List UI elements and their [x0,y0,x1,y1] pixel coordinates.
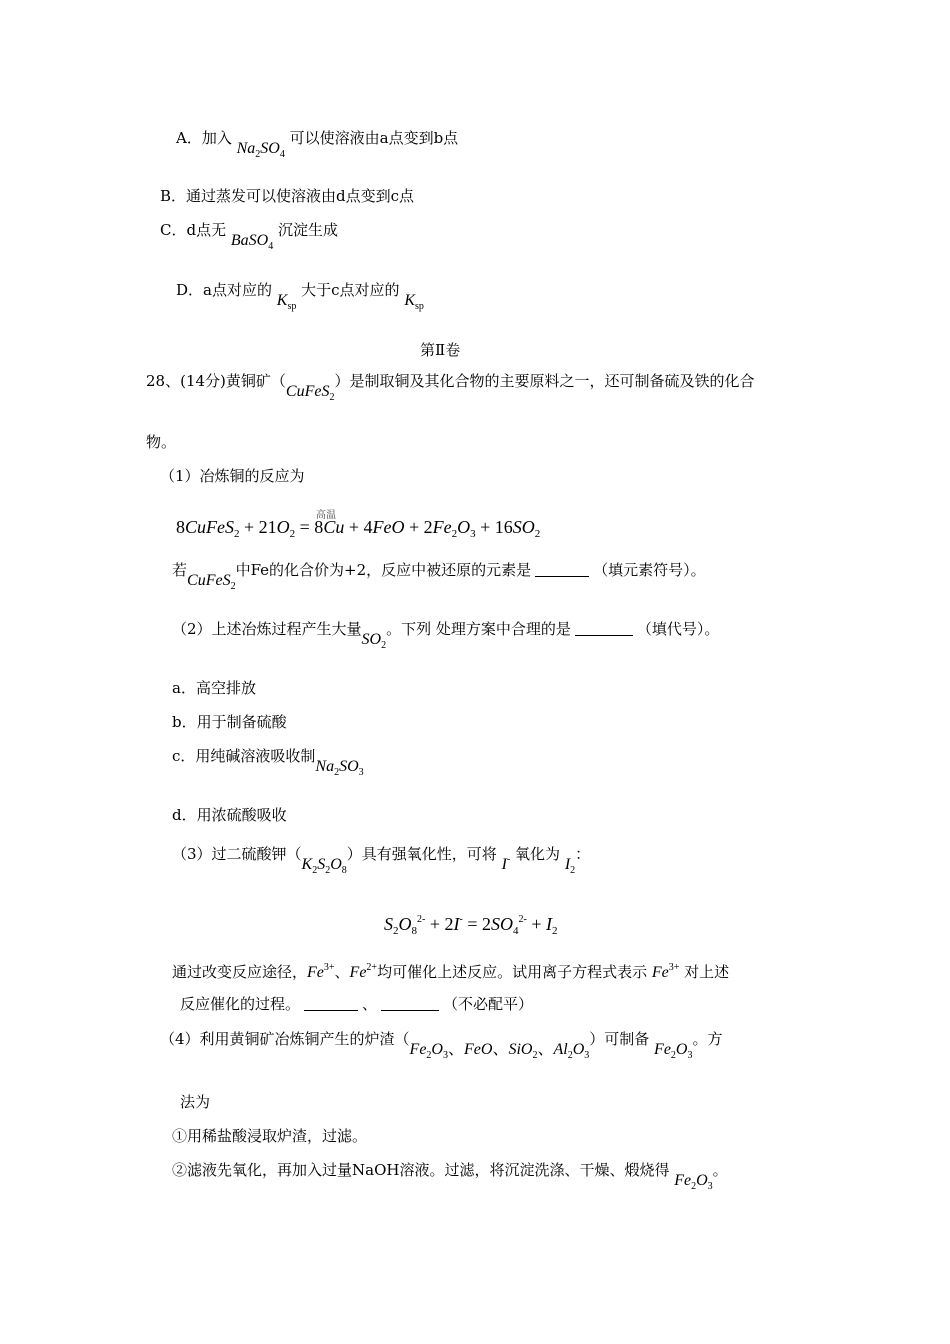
p4-step2-end: 。 [712,1161,728,1179]
choice-c-label: C．d点无 [160,221,227,239]
p1-q-text: 中Fe的化合价为+2，反应中被还原的元素是 [235,561,532,579]
p3-question [172,840,591,876]
p3-equation: $S_2O_8^{2-} + 2I^- = 2SO_4^{2-} + I_2$ [384,914,558,937]
p3-fe2-formula: $Fe^{2+}$ [349,962,378,981]
choice-c-formula: BaSO$_4$ [230,232,274,252]
p4-cont: 法为 [180,1093,211,1111]
p3-answer-blank-2[interactable] [381,996,439,1011]
q28-lead-text: 28、(14分)黄铜矿（ [146,372,286,390]
p4-step1: ①用稀盐酸浸取炉渣，过滤。 [172,1127,368,1145]
p4-slag: $Fe_2O_3$、FeO、SiO$_2$、$Al_2O_3$ [409,1041,590,1061]
choice-c [160,220,338,252]
choice-d-middle: 大于c点对应的 [301,281,400,299]
p3-line1 [172,958,729,983]
q28-tail: ）是制取铜及其化合物的主要原料之一，还可制备硫及铁的化合 [334,372,755,390]
p3-text2: ）具有强氧化性，可将 [346,845,497,863]
q28-formula: CuFeS$_2$ [285,383,335,403]
p2-question [172,619,720,651]
p4-step2-text: ②滤液先氧化，再加入过量NaOH溶液。过滤，将沉淀洗涤、干燥、煅烧得 [172,1161,670,1179]
p3-answer-blank-1[interactable] [304,996,358,1011]
p1-answer-blank[interactable] [535,562,589,577]
p3-fe3-formula: $Fe^{3+}$ [307,962,335,981]
p1-q-formula: CuFeS$_2$ [187,572,236,592]
p4-step2-formula: $Fe_2O_3$ [674,1172,713,1192]
p3-text1: （3）过二硫酸钾（ [172,845,302,863]
choice-a-text: 可以使溶液由a点变到b点 [289,129,459,147]
p4-step2 [172,1160,728,1192]
p4-text2: ）可制备 [589,1030,650,1048]
choice-a-formula: $Na_2SO_4$ [236,140,285,160]
p4-formula: $Fe_2O_3$ [654,1041,693,1061]
p3-formula2: I- [501,854,511,873]
p4-question [160,1029,723,1061]
choice-d-label: D．a点对应的 [176,281,272,299]
p2-option-c-text: c．用纯碱溶液吸收制 [172,747,316,765]
p2-option-a: a．高空排放 [172,679,256,697]
p4-text3: 。方 [692,1030,723,1048]
p3-line2-hint: （不必配平） [443,995,534,1013]
p2-option-b: b．用于制备硫酸 [172,713,287,731]
p3-fe3-formula-2: $Fe^{3+}$ [651,962,680,981]
p1-question [172,560,706,592]
choice-d [176,280,424,312]
p2-text1: （2）上述冶炼过程产生大量 [172,620,362,638]
choice-c-text: 沉淀生成 [277,221,338,239]
choice-b: B．通过蒸发可以使溶液由d点变到c点 [160,187,415,205]
p3-line1-b: 均可催化上述反应。试用离子方程式表示 [377,963,648,981]
p1-q-pre: 若 [172,561,188,579]
p3-line2-a: 反应催化的过程。 [180,995,301,1013]
choice-d-formula-ksp-1: $K_{sp}$ [276,292,297,312]
p1-title: （1）冶炼铜的反应为 [160,467,305,485]
p2-formula: $SO_2$ [361,631,387,651]
p3-sep: 、 [334,963,350,981]
p3-formula3: $I_2$ [564,856,576,876]
p3-line2 [180,994,533,1014]
p1-condition: 高温 [316,510,336,521]
p3-formula1: $K_2S_2O_8$ [301,856,347,876]
choice-d-formula-ksp-2: $K_{sp}$ [404,292,424,312]
p2-option-c [172,746,364,778]
p2-hint: （填代号）。 [636,620,720,638]
q28-cont: 物。 [146,433,177,451]
p3-text3: 氧化为 [515,845,561,863]
p3-text4: ： [575,845,591,863]
p2-option-d: d．用浓硫酸吸收 [172,806,287,824]
p3-line2-sep: 、 [362,995,378,1013]
q28-lead [146,371,755,403]
p3-line1-a: 通过改变反应途径， [172,963,308,981]
p1-q-hint: （填元素符号）。 [593,561,706,579]
p3-line1-c: 对上述 [684,963,730,981]
choice-a-label: A．加入 [176,129,232,147]
section-title: 第Ⅱ卷 [420,341,461,359]
p2-option-c-formula: $Na_2SO_3$ [315,758,364,778]
p4-text1: （4）利用黄铜矿冶炼铜产生的炉渣（ [160,1030,410,1048]
p2-answer-blank[interactable] [575,621,633,636]
choice-a [176,128,459,160]
p1-equation: 8CuFeS$_2$ + $21O_2 = 8Cu + 4FeO + 2Fe_2O_3 + 16SO_2$ [176,517,541,540]
p2-text2: 。下列 处理方案中合理的是 [386,620,571,638]
